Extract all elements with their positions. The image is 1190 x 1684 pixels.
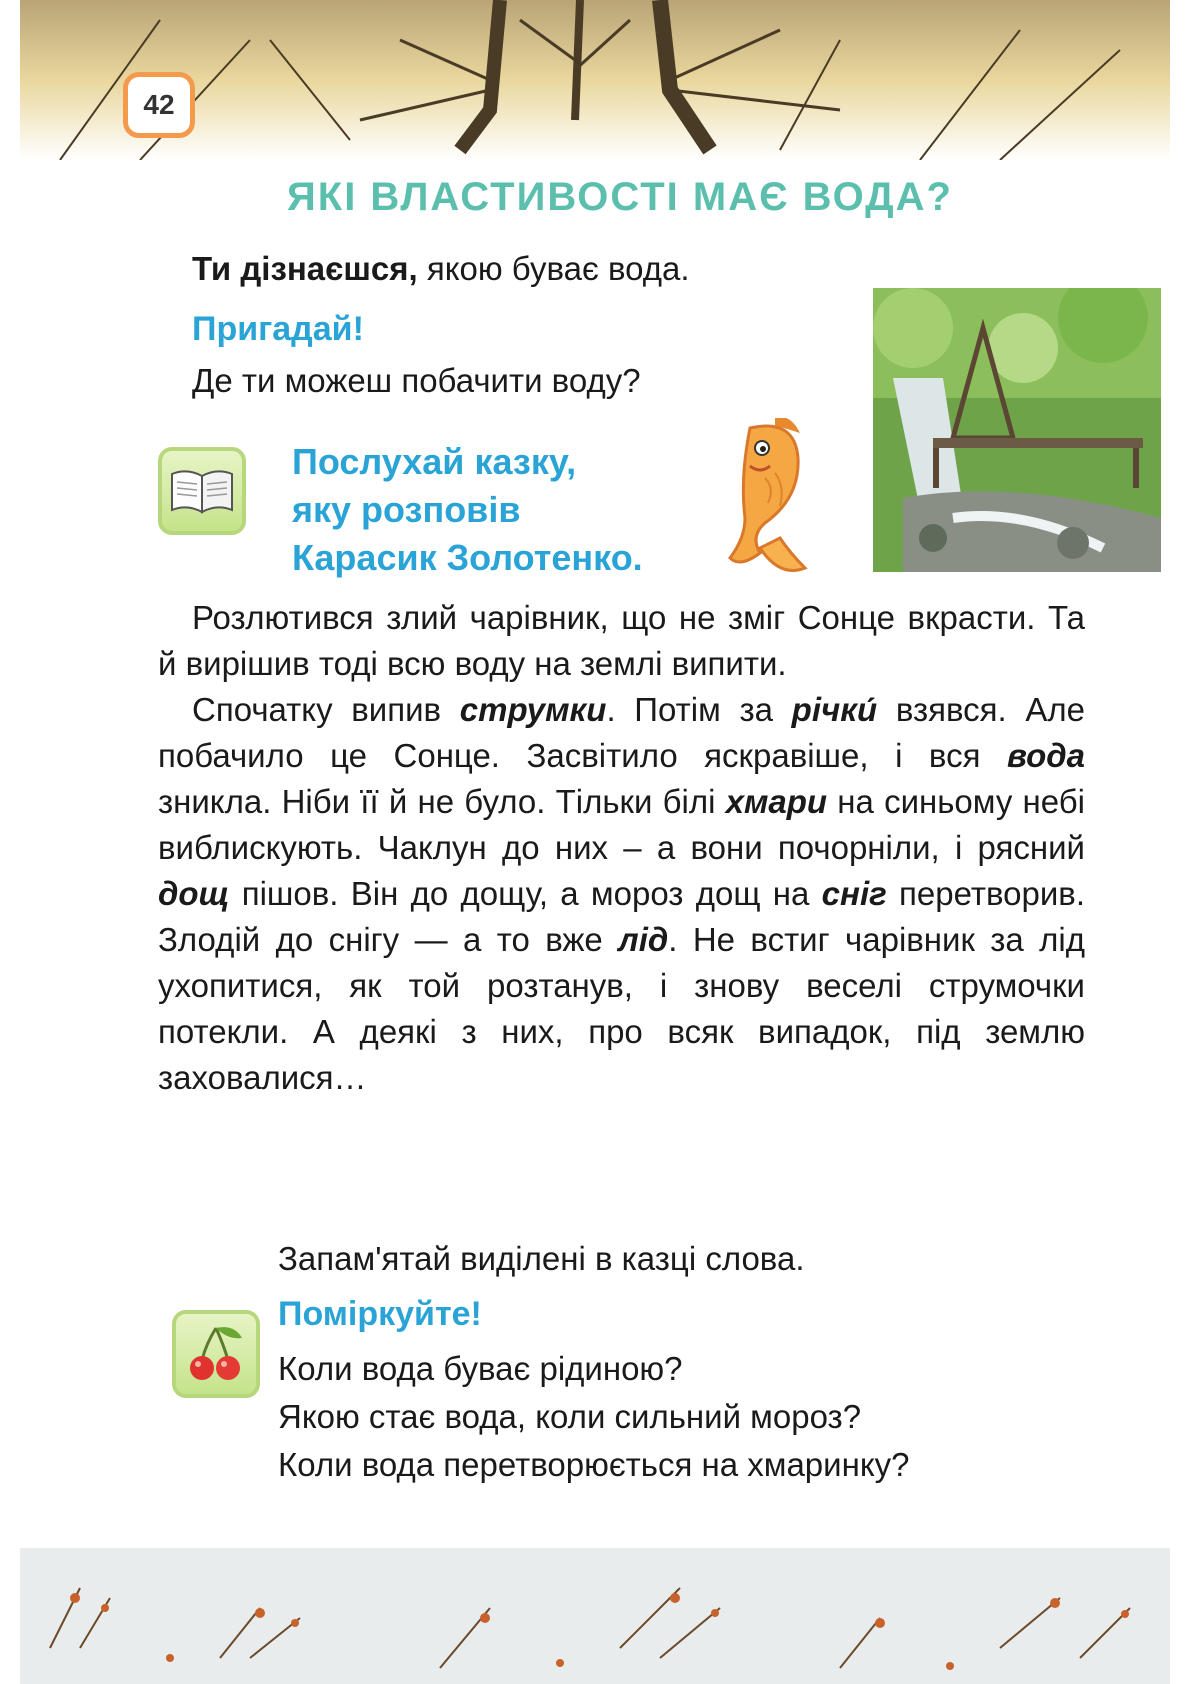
story-text-run: . Потім за [606, 691, 792, 728]
book-icon [158, 447, 246, 535]
story-text [158, 595, 1085, 1101]
question-3: Коли вода перетворюється на хмаринку? [278, 1446, 910, 1483]
remember-heading: Пригадай! [192, 310, 364, 348]
listen-heading [292, 438, 643, 582]
story-text-run: . Не встиг чарівник за лід ухопитися, як той розтанув, і знову веселі струмочки потекли. А деякі з них, про всяк випадок, під землю заховалися… [158, 921, 1086, 1096]
intro-rest: якою буває вода. [417, 250, 690, 287]
goldfish-illustration [720, 418, 820, 583]
keyword-richky: річки́ [791, 691, 878, 728]
keyword-voda: вода [1006, 737, 1085, 774]
intro-bold: Ти дізнаєшся, [192, 250, 418, 287]
memo-line: Запам'ятай виділені в казці слова. [278, 1240, 805, 1277]
keyword-snih: сніг [821, 875, 887, 912]
story-paragraph-2 [158, 687, 1085, 1101]
page-title: ЯКІ ВЛАСТИВОСТІ МАЄ ВОДА? [287, 175, 953, 219]
keyword-strumky: струмки [459, 691, 607, 728]
intro-line [192, 250, 690, 288]
snow-banner [20, 1548, 1170, 1684]
story-text-run: взявся. Але побачило це Сонце. Засвітило яскравіше, і вся [158, 691, 1085, 774]
listen-line-2: яку розповів [292, 489, 521, 530]
story-text-run: пішов. Він до дощу, а мороз дощ на [229, 875, 822, 912]
story-text-run: зникла. Ніби її й не було. Тільки білі [158, 783, 726, 820]
story-paragraph-1: Розлютився злий чарівник, що не зміг Сонце вкрасти. Та й вирішив тоді всю воду на землі випити. [158, 599, 1085, 682]
listen-line-1: Послухай казку, [292, 441, 577, 482]
story-text-run: на синьому небі виблискують. Чаклун до них – а вони почорніли, і рясний [158, 783, 1085, 866]
story-text-run: перетворив. Злодій до снігу — а то вже [158, 875, 1085, 958]
waterfall-photo [873, 288, 1161, 572]
question-1: Коли вода буває рідиною? [278, 1350, 683, 1387]
page-number-badge: 42 [123, 72, 195, 138]
keyword-doshch: дощ [158, 875, 230, 912]
cherry-icon [172, 1310, 260, 1398]
listen-line-3: Карасик Золотенко. [292, 537, 643, 578]
keyword-lid: лід [618, 921, 669, 958]
keyword-hmary: хмари [725, 783, 828, 820]
remember-question: Де ти можеш побачити воду? [192, 362, 641, 399]
story-text-run: Спочатку випив [192, 691, 460, 728]
think-heading: Поміркуйте! [278, 1295, 482, 1333]
question-2: Якою стає вода, коли сильний мороз? [278, 1398, 862, 1435]
